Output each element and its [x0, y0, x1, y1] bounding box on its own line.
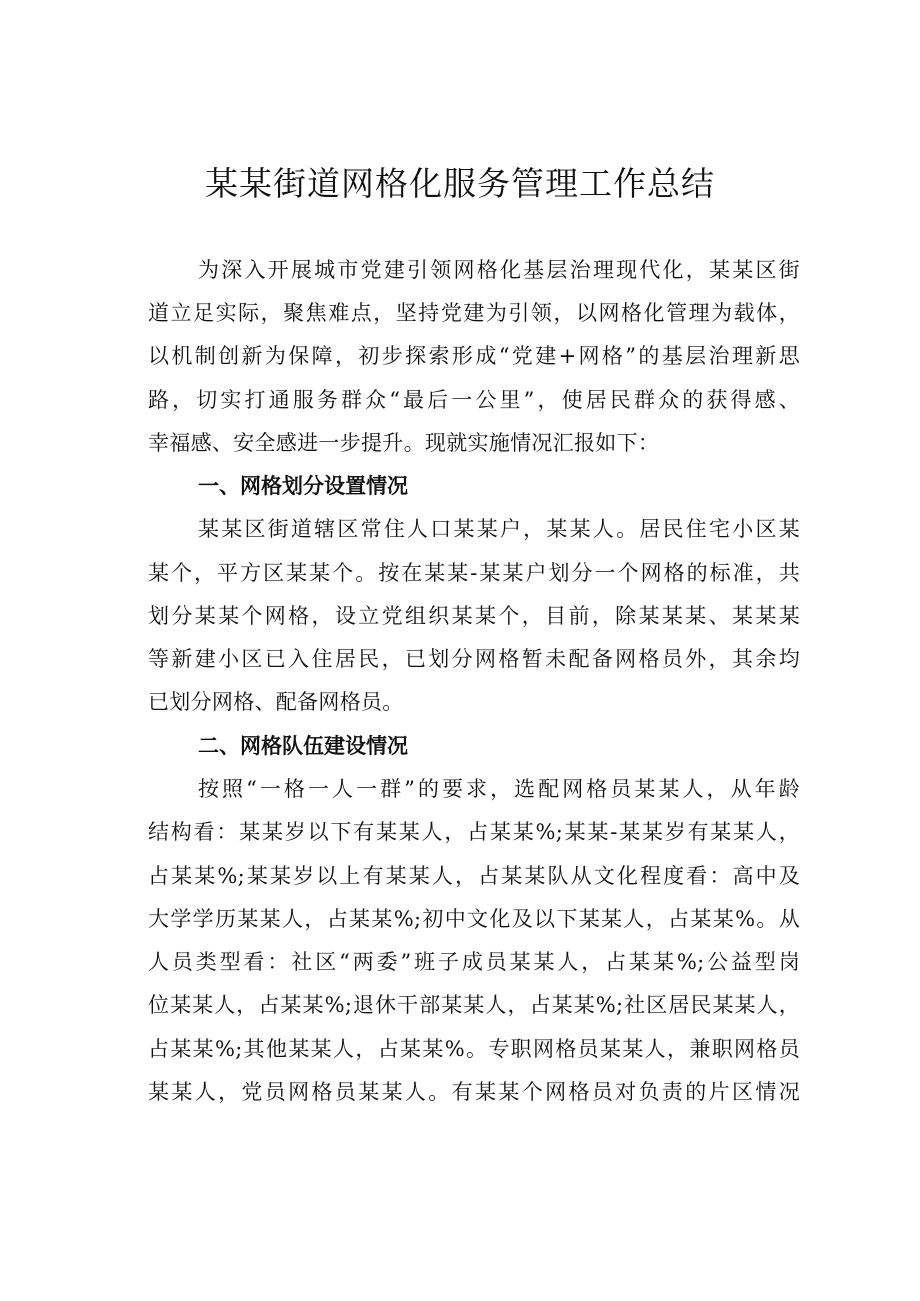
section-heading: 一、网格划分设置情况	[198, 474, 408, 498]
paragraph-line: 位某某人，占某某%;退休干部某某人，占某某%;社区居民某某人，	[148, 993, 800, 1017]
paragraph-line: 占某某%;某某岁以上有某某人，占某某队从文化程度看：高中及	[148, 864, 800, 888]
paragraph-line: 大学学历某某人，占某某%;初中文化及以下某某人，占某某%。从	[148, 907, 800, 931]
paragraph-line: 人员类型看：社区“两委”班子成员某某人，占某某%;公益型岗	[148, 950, 800, 974]
paragraph-line: 等新建小区已入住居民，已划分网格暂未配备网格员外，其余均	[148, 647, 800, 671]
paragraph-line: 按照“一格一人一群”的要求，选配网格员某某人，从年龄	[198, 777, 800, 801]
paragraph-line: 某个，平方区某某个。按在某某-某某户划分一个网格的标准，共	[148, 561, 800, 585]
intro-line: 幸福感、安全感进一步提升。现就实施情况汇报如下：	[148, 431, 660, 455]
paragraph-line: 某某区街道辖区常住人口某某户，某某人。居民住宅小区某	[198, 517, 800, 541]
paragraph-line: 结构看：某某岁以下有某某人，占某某%;某某-某某岁有某某人，	[148, 820, 800, 844]
section-heading: 二、网格队伍建设情况	[198, 734, 408, 758]
paragraph-line: 占某某%;其他某某人，占某某%。专职网格员某某人，兼职网格员	[148, 1037, 800, 1061]
paragraph-line: 划分某某个网格，设立党组织某某个，目前，除某某某、某某某	[148, 604, 800, 628]
paragraph-line: 某某人，党员网格员某某人。有某某个网格员对负责的片区情况	[148, 1080, 800, 1104]
intro-line: 路，切实打通服务群众“最后一公里”，使居民群众的获得感、	[148, 388, 800, 412]
intro-line: 以机制创新为保障，初步探索形成“党建+网格”的基层治理新思	[148, 344, 800, 368]
intro-line: 道立足实际，聚焦难点，坚持党建为引领，以网格化管理为载体，	[148, 301, 800, 325]
intro-line: 为深入开展城市党建引领网格化基层治理现代化，某某区街	[198, 258, 800, 282]
document-title: 某某街道网格化服务管理工作总结	[205, 164, 715, 203]
paragraph-line: 已划分网格、配备网格员。	[148, 690, 404, 714]
